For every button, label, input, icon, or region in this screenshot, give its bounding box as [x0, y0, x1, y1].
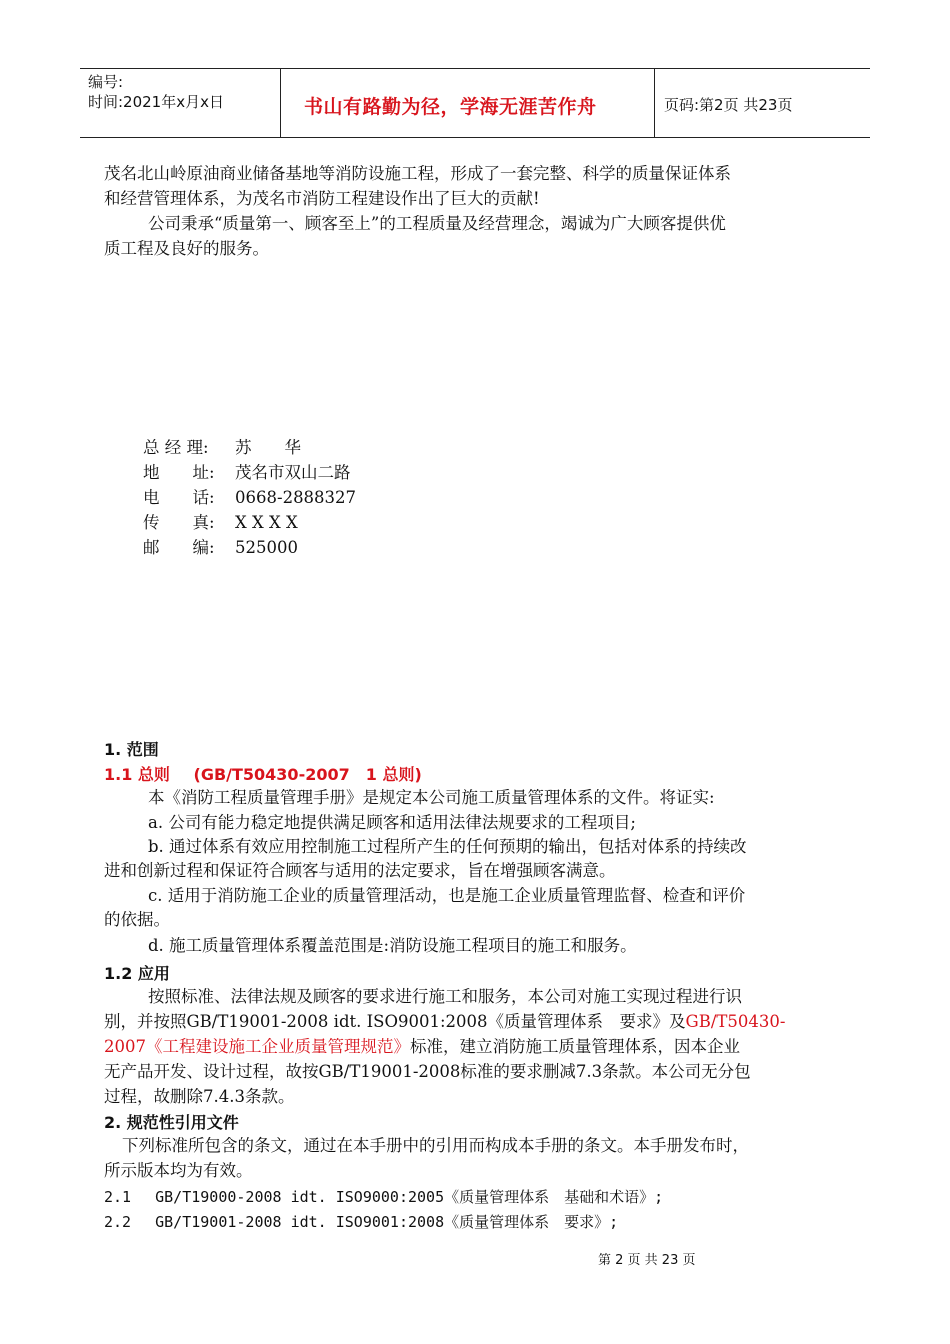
- doc-time-label: 时间:2021年x月x日: [88, 93, 224, 111]
- subsection-heading: [104, 762, 422, 785]
- contact-row-manager: [143, 437, 301, 459]
- paragraph-line: 按照标准、法律法规及顾客的要求进行施工和服务，本公司对施工实现过程进行识: [148, 987, 742, 1006]
- doc-number-label: 编号:: [88, 73, 124, 91]
- paragraph-line: 下列标准所包含的条文，通过在本手册中的引用而构成本手册的条文。本手册发布时，: [122, 1136, 749, 1155]
- reference-item: 2.1 GB/T19000-2008 idt. ISO9000:2005《质量管理体系 基础和术语》;: [104, 1188, 664, 1206]
- paragraph-line: 过程，故删除7.4.3条款。: [104, 1087, 295, 1106]
- header-page-number: 页码:第2页 共23页: [664, 96, 793, 114]
- list-item: a. 公司有能力稳定地提供满足顾客和适用法律法规要求的工程项目;: [148, 813, 636, 832]
- paragraph-text: 别，并按照GB/T19001-2008 idt. ISO9001:2008《质量管理体系 要求》及: [104, 1012, 686, 1031]
- subsection-heading: 1.2 应用: [104, 964, 170, 983]
- paragraph-line: [104, 1011, 785, 1033]
- contact-row-phone: [143, 487, 356, 509]
- list-item: d. 施工质量管理体系覆盖范围是:消防设施工程项目的施工和服务。: [148, 936, 637, 955]
- contact-value: 0668-2888327: [235, 488, 357, 507]
- paragraph-line: 所示版本均为有效。: [104, 1161, 253, 1180]
- standard-reference: GB/T50430-: [685, 1012, 786, 1031]
- header-divider: [280, 69, 281, 137]
- paragraph-line: [104, 1036, 740, 1058]
- intro-line: 公司秉承“质量第一、顾客至上”的工程质量及经营理念，竭诚为广大顾客提供优: [148, 214, 726, 233]
- header-motto: 书山有路勤为径，学海无涯苦作舟: [304, 96, 597, 118]
- intro-line: 和经营管理体系，为茂名市消防工程建设作出了巨大的贡献!: [104, 189, 540, 208]
- contact-label: 总 经 理:: [143, 438, 209, 457]
- section-heading: 1. 范围: [104, 740, 159, 759]
- contact-label: 传 真:: [143, 513, 215, 532]
- page-footer: 第 2 页 共 23 页: [598, 1253, 696, 1268]
- contact-row-postcode: [143, 537, 298, 559]
- section-heading: 2. 规范性引用文件: [104, 1113, 239, 1132]
- paragraph-line: 本《消防工程质量管理手册》是规定本公司施工质量管理体系的文件。将证实:: [148, 788, 715, 807]
- list-item-continued: 进和创新过程和保证符合顾客与适用的法定要求，旨在增强顾客满意。: [104, 861, 616, 880]
- standard-reference: 2007《工程建设施工企业质量管理规范》: [104, 1037, 410, 1056]
- list-item: b. 通过体系有效应用控制施工过程所产生的任何预期的输出，包括对体系的持续改: [148, 837, 747, 856]
- contact-value: 茂名市双山二路: [235, 463, 351, 482]
- intro-line: 质工程及良好的服务。: [104, 239, 269, 258]
- contact-label: 邮 编:: [143, 538, 215, 557]
- contact-label: 电 话:: [143, 488, 215, 507]
- subsection-reference: (GB/T50430-2007 1 总则): [193, 765, 422, 784]
- contact-label: 地 址:: [143, 463, 215, 482]
- contact-row-fax: [143, 512, 298, 534]
- paragraph-text: 标准，建立消防施工质量管理体系，因本企业: [410, 1037, 740, 1056]
- paragraph-line: 无产品开发、设计过程，故按GB/T19001-2008标准的要求删减7.3条款。本公司无分包: [104, 1062, 751, 1081]
- header-divider: [654, 69, 655, 137]
- contact-value: X X X X: [235, 513, 298, 532]
- list-item: c. 适用于消防施工企业的质量管理活动，也是施工企业质量管理监督、检查和评价: [148, 886, 746, 905]
- list-item-continued: 的依据。: [104, 910, 170, 929]
- contact-row-address: [143, 462, 351, 484]
- contact-value: 苏 华: [235, 438, 301, 457]
- contact-value: 525000: [235, 538, 298, 557]
- reference-item: 2.2 GB/T19001-2008 idt. ISO9001:2008《质量管理体系 要求》;: [104, 1213, 619, 1231]
- intro-line: 茂名北山岭原油商业储备基地等消防设施工程，形成了一套完整、科学的质量保证体系: [104, 164, 731, 183]
- subsection-title: 1.1 总则: [104, 765, 170, 784]
